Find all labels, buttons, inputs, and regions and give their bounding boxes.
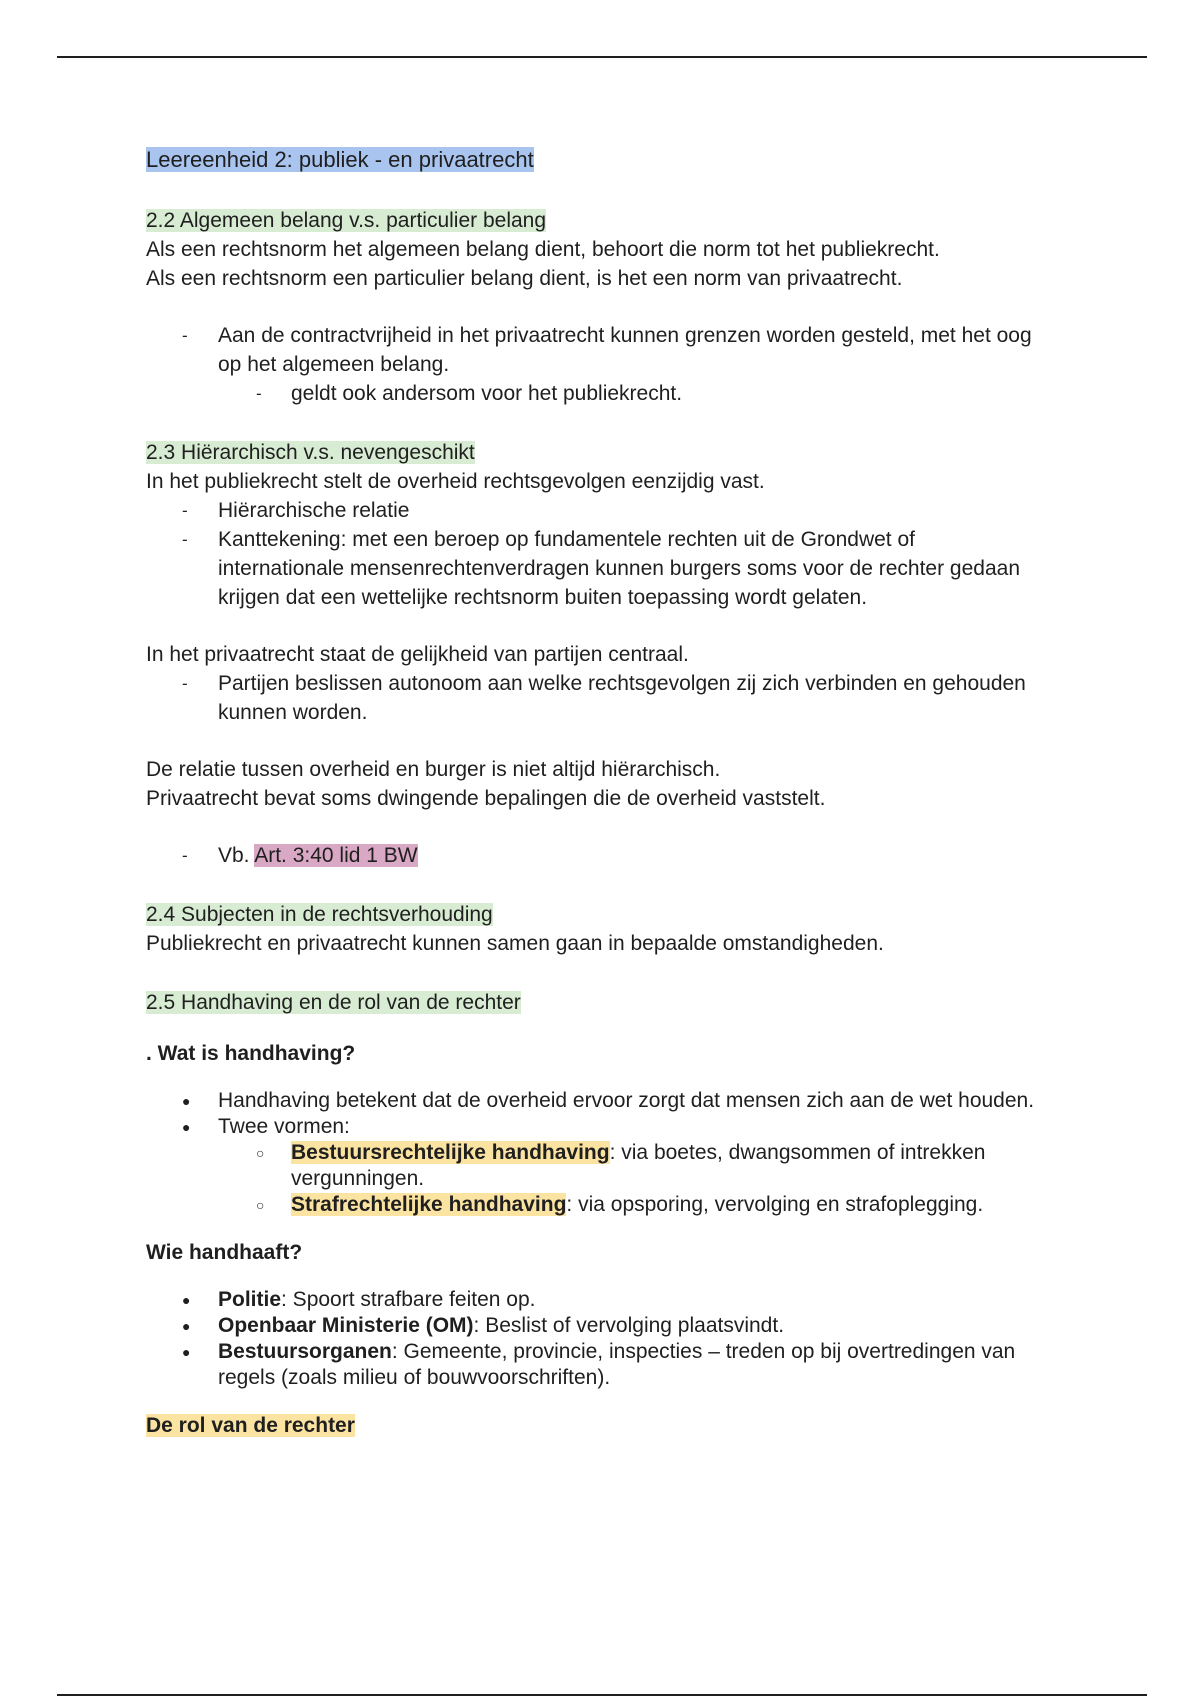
term-description: : via opsporing, vervolging en strafoplegging. xyxy=(566,1193,984,1216)
bullet-list xyxy=(146,321,1046,408)
bullet-list xyxy=(146,1088,1046,1218)
term: Bestuursorganen xyxy=(218,1340,392,1363)
term: Strafrechtelijke handhaving xyxy=(291,1193,567,1216)
list-item xyxy=(146,1192,1046,1218)
bullet-list xyxy=(146,1287,1046,1391)
list-item: ● Handhaving betekent dat de overheid ervoor zorgt dat mensen zich aan de wet houden. xyxy=(146,1088,1046,1114)
heading-2-4: 2.4 Subjecten in de rechtsverhouding xyxy=(146,903,493,926)
term: Openbaar Ministerie (OM) xyxy=(218,1314,474,1337)
bullet-list xyxy=(146,669,1046,727)
footer-rule xyxy=(57,1694,1147,1696)
document-page xyxy=(146,144,1046,1440)
bullet-list xyxy=(146,496,1046,612)
list-item: - Hiërarchische relatie xyxy=(146,496,1046,525)
paragraph: Publiekrecht en privaatrecht kunnen samen gaan in bepaalde omstandigheden. xyxy=(146,932,884,955)
term-description: : via boetes, dwangsommen of intrekken vergunningen. xyxy=(291,1141,986,1190)
list-item xyxy=(146,1287,1046,1313)
heading-2-3: 2.3 Hiërarchisch v.s. nevengeschikt xyxy=(146,441,475,464)
list-item xyxy=(146,1313,1046,1339)
document-title: Leereenheid 2: publiek - en privaatrecht xyxy=(146,147,534,172)
term: Bestuursrechtelijke handhaving xyxy=(291,1141,610,1164)
example-prefix: Vb. xyxy=(218,844,250,867)
heading-2-2: 2.2 Algemeen belang v.s. particulier belang xyxy=(146,209,547,232)
term: Politie xyxy=(218,1288,282,1311)
bullet-list xyxy=(146,841,1046,870)
term-description: : Gemeente, provincie, inspecties – treden op bij overtredingen van regels (zoals milieu of bouwvoorschriften). xyxy=(218,1340,1016,1389)
subheading: . Wat is handhaving? xyxy=(146,1042,356,1065)
list-item: - Partijen beslissen autonoom aan welke rechtsgevolgen zij zich verbinden en gehouden kunnen worden. xyxy=(146,669,1046,727)
list-item xyxy=(146,1339,1046,1391)
list-item: - Kanttekening: met een beroep op fundamentele rechten uit de Grondwet of internationale mensenrechtenverdragen kunnen burgers soms voor de rechter gedaan krijgen dat een wettelijke rechtsnorm buiten toepassing wordt gelaten. xyxy=(146,525,1046,612)
list-item: - Aan de contractvrijheid in het privaatrecht kunnen grenzen worden gesteld, met het oog op het algemeen belang. xyxy=(146,321,1046,379)
paragraph: Als een rechtsnorm een particulier belang dient, is het een norm van privaatrecht. xyxy=(146,267,903,290)
term-description: : Spoort strafbare feiten op. xyxy=(281,1288,536,1311)
list-item: ● Twee vormen: xyxy=(146,1114,1046,1140)
list-item xyxy=(146,841,1046,870)
header-rule xyxy=(57,56,1147,58)
paragraph: De relatie tussen overheid en burger is niet altijd hiërarchisch. xyxy=(146,758,721,781)
subheading: De rol van de rechter xyxy=(146,1414,355,1437)
paragraph: Als een rechtsnorm het algemeen belang dient, behoort die norm tot het publiekrecht. xyxy=(146,238,940,261)
paragraph: In het publiekrecht stelt de overheid rechtsgevolgen eenzijdig vast. xyxy=(146,470,765,493)
paragraph: In het privaatrecht staat de gelijkheid van partijen centraal. xyxy=(146,643,689,666)
article-reference: Art. 3:40 lid 1 BW xyxy=(254,844,418,867)
heading-2-5: 2.5 Handhaving en de rol van de rechter xyxy=(146,991,521,1014)
paragraph: Privaatrecht bevat soms dwingende bepalingen die de overheid vaststelt. xyxy=(146,787,826,810)
subheading: Wie handhaaft? xyxy=(146,1241,303,1264)
term-description: : Beslist of vervolging plaatsvindt. xyxy=(473,1314,785,1337)
list-item xyxy=(146,1140,1046,1192)
list-item: - geldt ook andersom voor het publiekrecht. xyxy=(146,379,1046,408)
